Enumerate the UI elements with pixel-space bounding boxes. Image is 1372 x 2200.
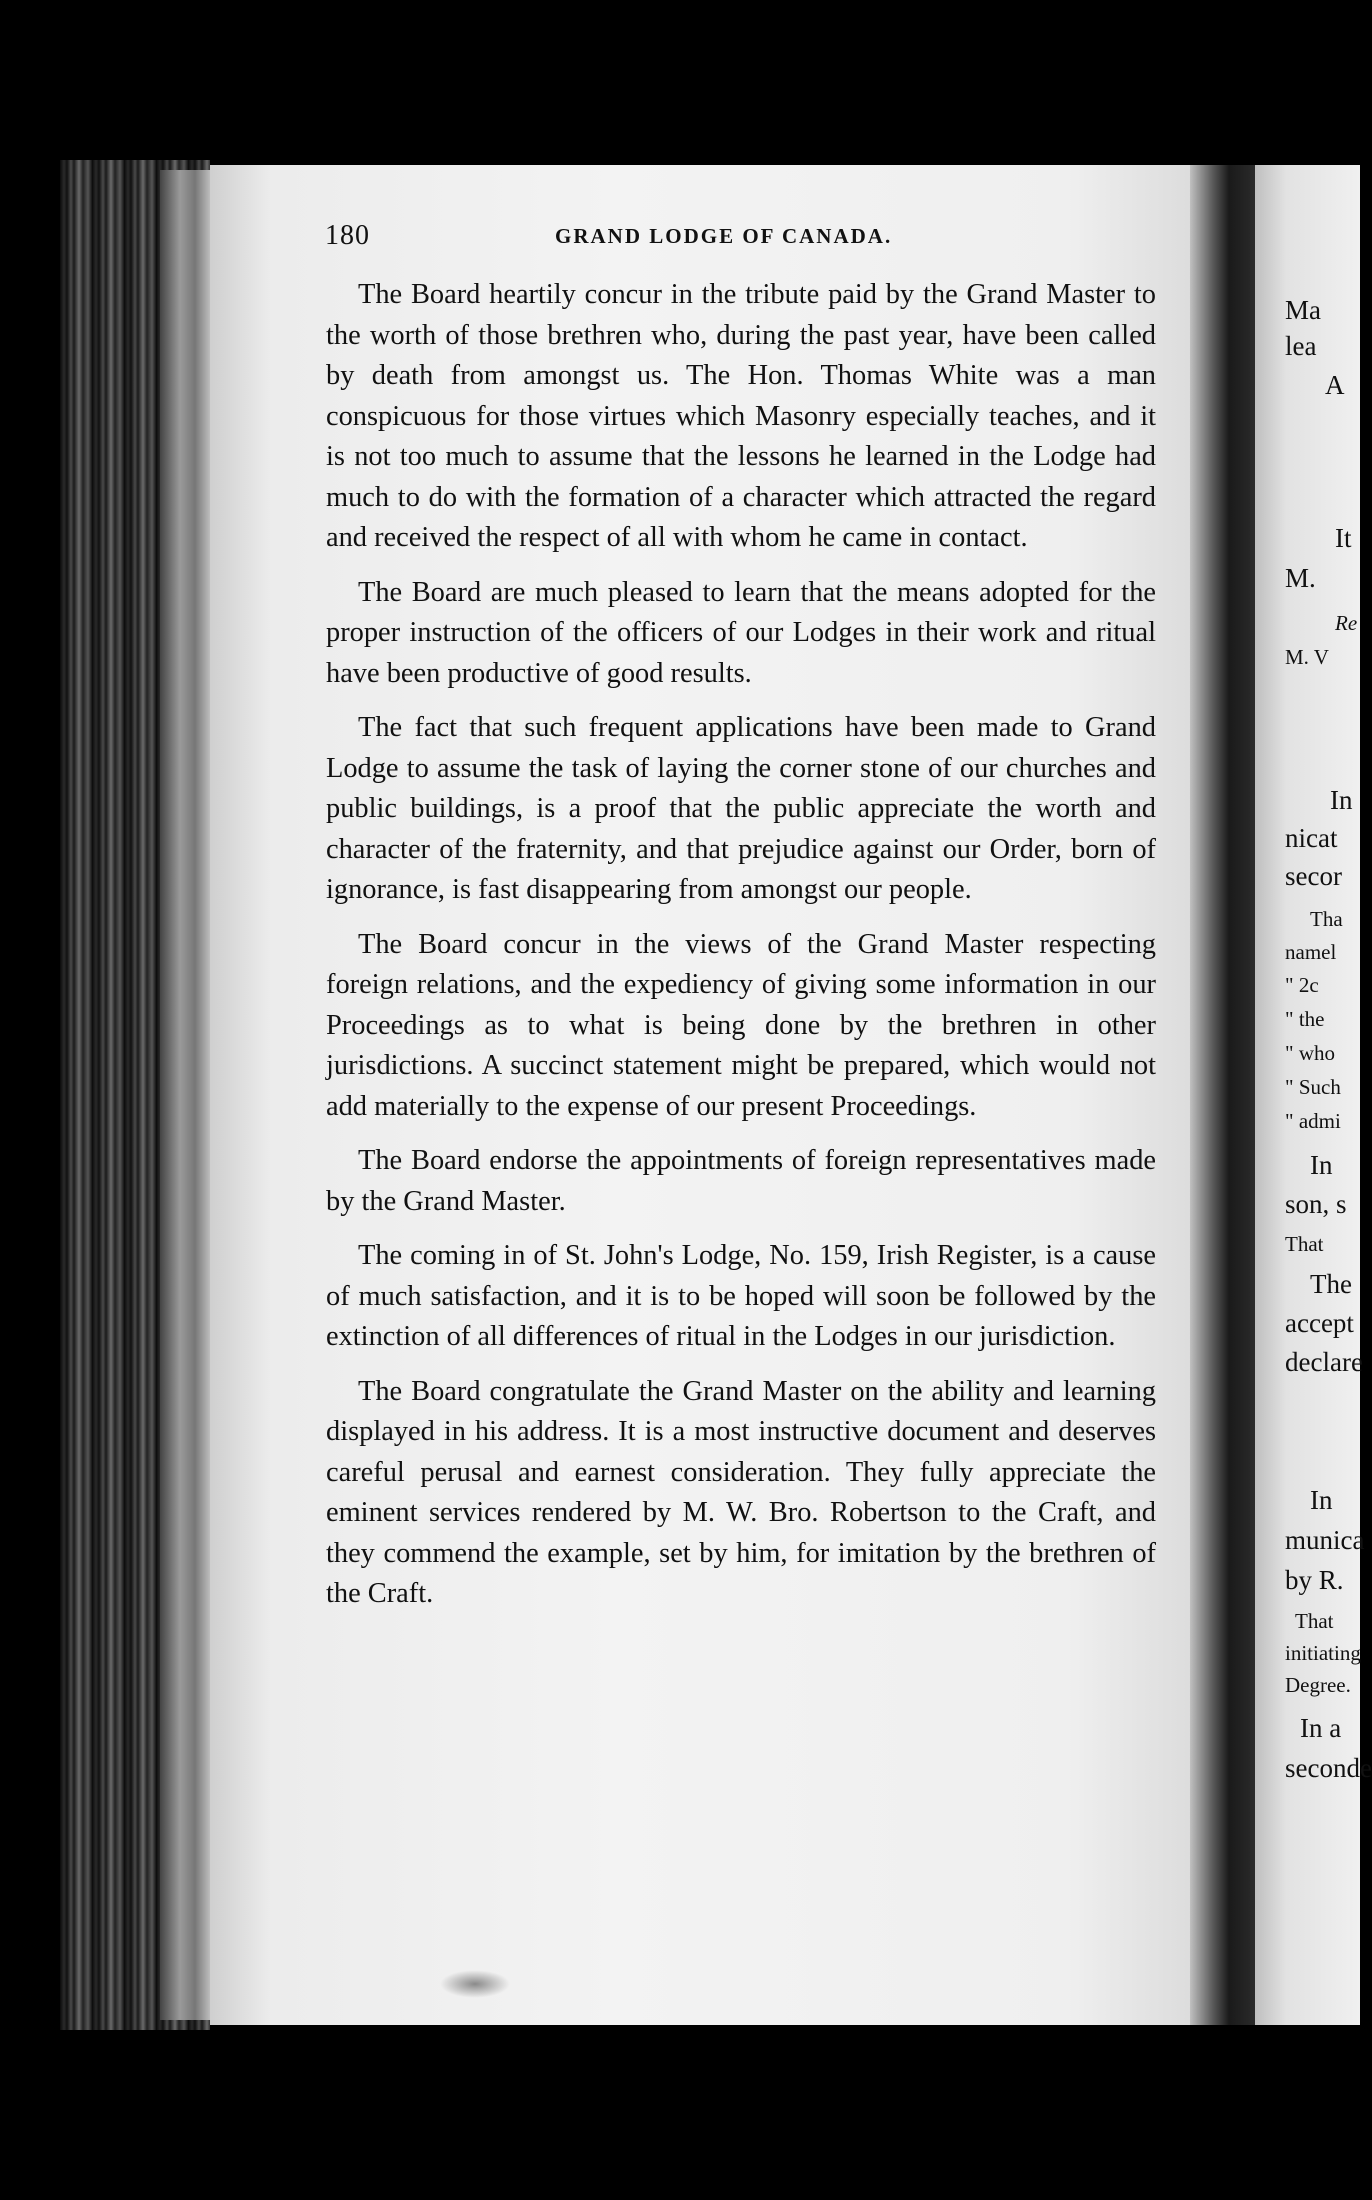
paragraph-st-johns-lodge: The coming in of St. John's Lodge, No. 159, Irish Register, is a cause of much satisfaction, and it is to be hoped will soon be followed by the extinction of all differences of ritual in the Lodges in our jurisdiction.: [326, 1240, 1156, 1352]
adjacent-page-fragment: In a: [1300, 1713, 1342, 1743]
page-number: 180: [325, 220, 370, 251]
paragraph-foreign-relations: The Board concur in the views of the Grand Master respecting foreign relations, and the expediency of giving some information in our Proceedings as to what is being done by the brethren in other jurisdictions. A succinct statement might be prepared, which would not add materially to the expense of our present Proceedings.: [326, 928, 1156, 1122]
adjacent-page-fragment: " 2c: [1285, 973, 1319, 997]
adjacent-page-fragment: Re: [1335, 611, 1358, 635]
running-title: GRAND LODGE OF CANADA.: [555, 224, 893, 248]
adjacent-page-fragment: The: [1310, 1269, 1352, 1299]
adjacent-page-fragment: Ma: [1285, 295, 1321, 325]
adjacent-page-fragment: A: [1325, 370, 1345, 400]
paragraph-representatives: The Board endorse the appointments of foreign representatives made by the Grand Master.: [326, 1145, 1156, 1217]
page-header: [210, 220, 1220, 260]
adjacent-page-fragment: nicat: [1285, 823, 1338, 853]
ink-smudge: [440, 1970, 510, 1998]
book-page: [210, 165, 1220, 2025]
adjacent-page-fragment: namel: [1285, 940, 1337, 964]
page-gutter: [1190, 165, 1255, 2025]
adjacent-page-fragment: M. V: [1285, 645, 1329, 669]
adjacent-page-fragment: lea: [1285, 331, 1317, 361]
adjacent-page-fragment: " admi: [1285, 1109, 1341, 1133]
adjacent-page-fragment: In: [1330, 785, 1353, 815]
body-text: [326, 275, 1156, 1629]
adjacent-page-fragment: son, s: [1285, 1189, 1347, 1219]
adjacent-page-fragment: That: [1295, 1609, 1334, 1633]
adjacent-page: [1255, 165, 1372, 2025]
adjacent-page-fragment: by R.: [1285, 1565, 1344, 1595]
paragraph-congratulations: The Board congratulate the Grand Master on the ability and learning displayed in his address. It is a most instructive document and deserves careful perusal and earnest consideration. They fully appreciate the eminent services rendered by M. W. Bro. Robertson to the Craft, and they commend the example, set by him, for imitation by the brethren of the Craft.: [326, 1375, 1156, 1609]
adjacent-page-fragment: " the: [1285, 1007, 1325, 1031]
paragraph-tribute: The Board heartily concur in the tribute paid by the Grand Master to the worth of those brethren who, during the past year, have been called by death from amongst us. The Hon. Thomas White was a man conspicuous for those virtues which Masonry especially teaches, and it is not too much to assume that the lessons he learned in the Lodge had much to do with the formation of a character which attracted the regard and received the respect of all with whom he came in contact.: [326, 279, 1156, 553]
adjacent-page-fragment: In: [1310, 1485, 1333, 1515]
adjacent-page-fragment: Degree.: [1285, 1673, 1351, 1697]
adjacent-page-fragment: " Such: [1285, 1075, 1341, 1099]
scan-margin-bottom: [0, 2030, 1360, 2200]
adjacent-page-fragment: seconde: [1285, 1753, 1372, 1783]
adjacent-page-fragment: That: [1285, 1232, 1324, 1256]
adjacent-page-fragment: Tha: [1310, 907, 1343, 931]
paragraph-corner-stone: The fact that such frequent applications have been made to Grand Lodge to assume the task of laying the corner stone of our churches and public buildings, is a proof that the public appreciate the worth and character of the fraternity, and that prejudice against our Order, born of ignorance, is fast disappearing from amongst our people.: [326, 712, 1156, 905]
adjacent-page-fragment: In: [1310, 1150, 1333, 1180]
adjacent-page-fragment: secor: [1285, 861, 1342, 891]
adjacent-page-fragment: accept: [1285, 1308, 1354, 1338]
paragraph-instruction: The Board are much pleased to learn that the means adopted for the proper instruction of the officers of our Lodges in their work and ritual have been productive of good results.: [326, 576, 1156, 689]
adjacent-page-fragment: M.: [1285, 563, 1316, 593]
adjacent-page-fragment: munica: [1285, 1525, 1365, 1555]
adjacent-page-fragment: " who: [1285, 1041, 1335, 1065]
adjacent-page-fragment: initiating: [1285, 1641, 1361, 1665]
page-edges: [160, 170, 210, 2020]
adjacent-page-fragment: declare: [1285, 1347, 1363, 1377]
adjacent-page-fragment: It: [1335, 523, 1352, 553]
scan-margin-top: [0, 0, 1360, 160]
